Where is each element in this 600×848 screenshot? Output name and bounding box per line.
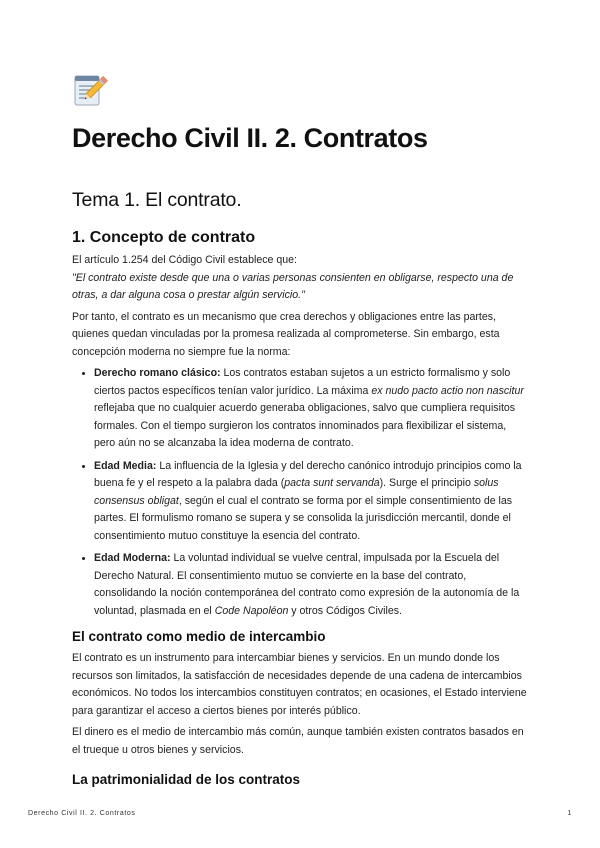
- section-heading-concepto: 1. Concepto de contrato: [72, 229, 256, 246]
- list-item-modern-age: • Edad Moderna: La voluntad individual se vuelve central, impulsada por la Escuela del Derecho Natural. El consentimiento mutuo se convierte en la base del contrato, consolidando la noción contemporánea del contrato como expresión de la autonomía de la voluntad, plasmada en el Code Napoléon y otros Códigos Civiles.: [94, 550, 530, 620]
- footer-page-number: 1: [567, 810, 572, 817]
- section-heading-intercambio: El contrato como medio de intercambio: [72, 629, 326, 644]
- list-item-middle-ages: • Edad Media: La influencia de la Iglesia y del derecho canónico introdujo principios como la buena fe y el respeto a la palabra dada (pacta sunt servanda). Surge el principio solus consensus obligat, según el cual el contrato se forma por el simple consentimiento de las partes. El formulismo romano se supera y se consolida la jurisdicción mercantil, donde el consentimiento mutuo constituye la esencia del contrato.: [94, 458, 530, 546]
- document-page: [72, 72, 530, 793]
- footer-document-title: Derecho Civil II. 2. Contratos: [28, 810, 136, 817]
- list-item-roman-law: • Derecho romano clásico: Los contratos estaban sujetos a un estricto formalismo y solo ciertos pactos específicos tenían valor jurídico. La máxima ex nudo pacto actio non nascitur reflejaba que no cualquier acuerdo generaba obligaciones, salvo que cumpliera requisitos formales. Con el tiempo surgieron los contratos innominados para flexibilizar el sistema, pero aún no se alcanzaba la idea moderna de contrato.: [94, 365, 530, 453]
- article-quote: "El contrato existe desde que una o varias personas consienten en obligarse, respecto una de otras, a dar alguna cosa o prestar algún servicio.": [72, 271, 514, 301]
- exchange-paragraph-1: El contrato es un instrumento para intercambiar bienes y servicios. En un mundo donde los recursos son limitados, la satisfacción de necesidades depende de una cadena de intercambios económicos. No todos los intercambios constituyen contratos; en ocasiones, el Estado interviene para garantizar el acceso a ciertos bienes por interés público.: [72, 652, 527, 717]
- concept-paragraph: Por tanto, el contrato es un mecanismo que crea derechos y obligaciones entre las partes, quienes quedan vinculadas por la promesa realizada al comprometerse. Sin embargo, esta concepción moderna no siempre fue la norma:: [72, 310, 500, 358]
- section-heading-patrimonialidad: La patrimonialidad de los contratos: [72, 772, 301, 787]
- historical-list: [72, 365, 530, 620]
- memo-pencil-icon: [72, 72, 108, 108]
- tema-heading: Tema 1. El contrato.: [72, 189, 242, 211]
- exchange-paragraph-2: El dinero es el medio de intercambio más común, aunque también existen contratos basados en el trueque u otros bienes y servicios.: [72, 726, 524, 756]
- article-intro: El artículo 1.254 del Código Civil establece que:: [72, 254, 297, 266]
- page-title: Derecho Civil II. 2. Contratos: [72, 123, 428, 153]
- page-footer: [28, 810, 572, 817]
